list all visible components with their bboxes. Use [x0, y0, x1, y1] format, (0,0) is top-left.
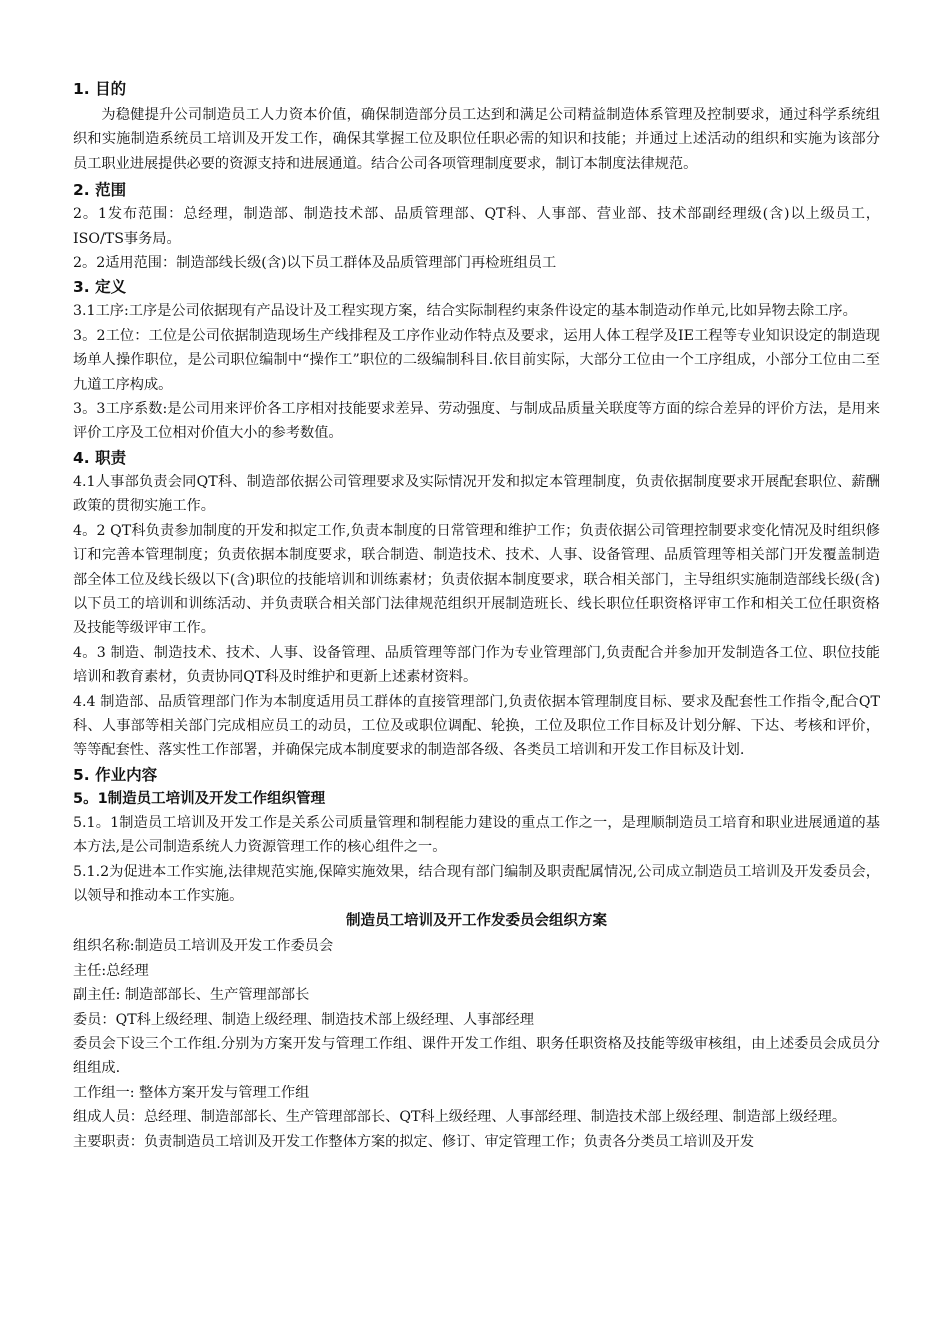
section-3-title: 3. 定义 [73, 278, 127, 297]
section-3-paragraph-1: 3.1工序:工序是公司依据现有产品设计及工程实现方案，结合实际制程约束条件设定的基本制造动作单元,比如异物去除工序。 [73, 303, 857, 320]
section-4-paragraph-2: 4。2 QT科负责参加制度的开发和拟定工作,负责本制度的日常管理和维护工作；负责依据公司管理控制要求变化情况及时组织修订和完善本管理制度；负责依据本制度要求，联合制造、制造技术、技术、人事、设备管理、品质管理等相关部门开发覆盖制造部全体工位及线长级以下(含)职位的技能培训和训练素材；负责依据本制度要求，联合相关部门，主导组织实施制造部线长级(含)以下员工的培训和训练活动、并负责联合相关部门法律规范组织开展制造班长、线长职位任职资格评审工作和相关工位任职资格及技能等级评审工作。 [73, 522, 880, 637]
section-5-1-2-paragraph: 5.1.2为促进本工作实施,法律规范实施,保障实施效果，结合现有部门编制及职责配属情况,公司成立制造员工培训及开发委员会，以领导和推动本工作实施。 [73, 863, 880, 904]
vice-director-line: 副主任: 制造部部长、生产管理部部长 [73, 987, 310, 1004]
section-4-paragraph-1: 4.1人事部负责会同QT科、制造部依据公司管理要求及实际情况开发和拟定本管理制度，负责依据制度要求开展配套职位、薪酬政策的贯彻实施工作。 [73, 473, 880, 515]
group-1-duties: 主要职责：负责制造员工培训及开发工作整体方案的拟定、修订、审定管理工作；负责各分类员工培训及开发 [73, 1133, 755, 1150]
section-3-paragraph-2: 3。2工位：工位是公司依据制造现场生产线排程及工序作业动作特点及要求，运用人体工程学及IE工程等专业知识设定的制造现场单人操作职位，是公司职位编制中“操作工”职位的二级编制科目.依目前实际，大部分工位由一个工序组成，小部分工位由二至九道工序构成。 [73, 327, 880, 393]
section-5-title: 5. 作业内容 [73, 765, 158, 784]
group-1-title: 工作组一: 整体方案开发与管理工作组 [73, 1084, 310, 1101]
members-line: 委员：QT科上级经理、制造上级经理、制造技术部上级经理、人事部经理 [73, 1011, 534, 1028]
section-4-paragraph-3: 4。3 制造、制造技术、技术、人事、设备管理、品质管理等部门作为专业管理部门,负责配合并参加开发制造各工位、职位技能培训和教育素材，负责协同QT科及时维护和更新上述素材资料。 [73, 644, 880, 686]
section-2-paragraph-1: 2。1发布范围：总经理，制造部、制造技术部、品质管理部、QT科、人事部、营业部、技术部副经理级(含)以上级员工，ISO/TS事务局。 [73, 206, 880, 247]
section-1-paragraph: 为稳健提升公司制造员工人力资本价值，确保制造部分员工达到和满足公司精益制造体系管理及控制要求，通过科学系统组织和实施制造系统员工培训及开发工作，确保其掌握工位及职位任职必需的知识和技能；并通过上述活动的组织和实施为该部分员工职业进展提供必要的资源支持和进展通道。结合公司各项管理制度要求，制订本制度法律规范。 [73, 107, 880, 172]
section-4-paragraph-4: 4.4 制造部、品质管理部门作为本制度适用员工群体的直接管理部门,负责依据本管理制度目标、要求及配套性工作指令,配合QT科、人事部等相关部门完成相应员工的动员，工位及或职位调配、轮换，工位及职位工作目标及计划分解、下达、考核和评价，等等配套性、落实性工作部署，并确保完成本制度要求的制造部各级、各类员工培训和开发工作目标及计划. [73, 693, 880, 759]
section-1-title: 1. 目的 [73, 80, 127, 98]
section-2-title: 2. 范围 [73, 181, 127, 200]
director-line: 主任:总经理 [73, 962, 149, 979]
section-2-paragraph-2: 2。2适用范围：制造部线长级(含)以下员工群体及品质管理部门再检班组员工 [73, 255, 557, 272]
section-5-1-1-paragraph: 5.1。1制造员工培训及开发工作是关系公司质量管理和制程能力建设的重点工作之一，是理顺制造员工培育和职业进展通道的基本方法,是公司制造系统人力资源管理工作的核心组件之一。 [73, 814, 880, 856]
section-3-paragraph-3: 3。3工序系数:是公司用来评价各工序相对技能要求差异、劳动强度、与制成品质量关联度等方面的综合差异的评价方法，是用来评价工序及工位相对价值大小的参考数值。 [73, 401, 880, 442]
org-name-line: 组织名称:制造员工培训及开发工作委员会 [73, 938, 334, 955]
section-5-1-title: 5。1制造员工培训及开发工作组织管理 [73, 790, 326, 807]
section-4-title: 4. 职责 [73, 448, 127, 467]
group-1-members: 组成人员：总经理、制造部部长、生产管理部部长、QT科上级经理、人事部经理、制造技术部上级经理、制造部上级经理。 [73, 1109, 847, 1126]
committee-plan-title: 制造员工培训及开工作发委员会组织方案 [346, 913, 607, 930]
groups-intro-paragraph: 委员会下设三个工作组.分别为方案开发与管理工作组、课件开发工作组、职务任职资格及技能等级审核组，由上述委员会成员分组组成. [73, 1036, 880, 1077]
